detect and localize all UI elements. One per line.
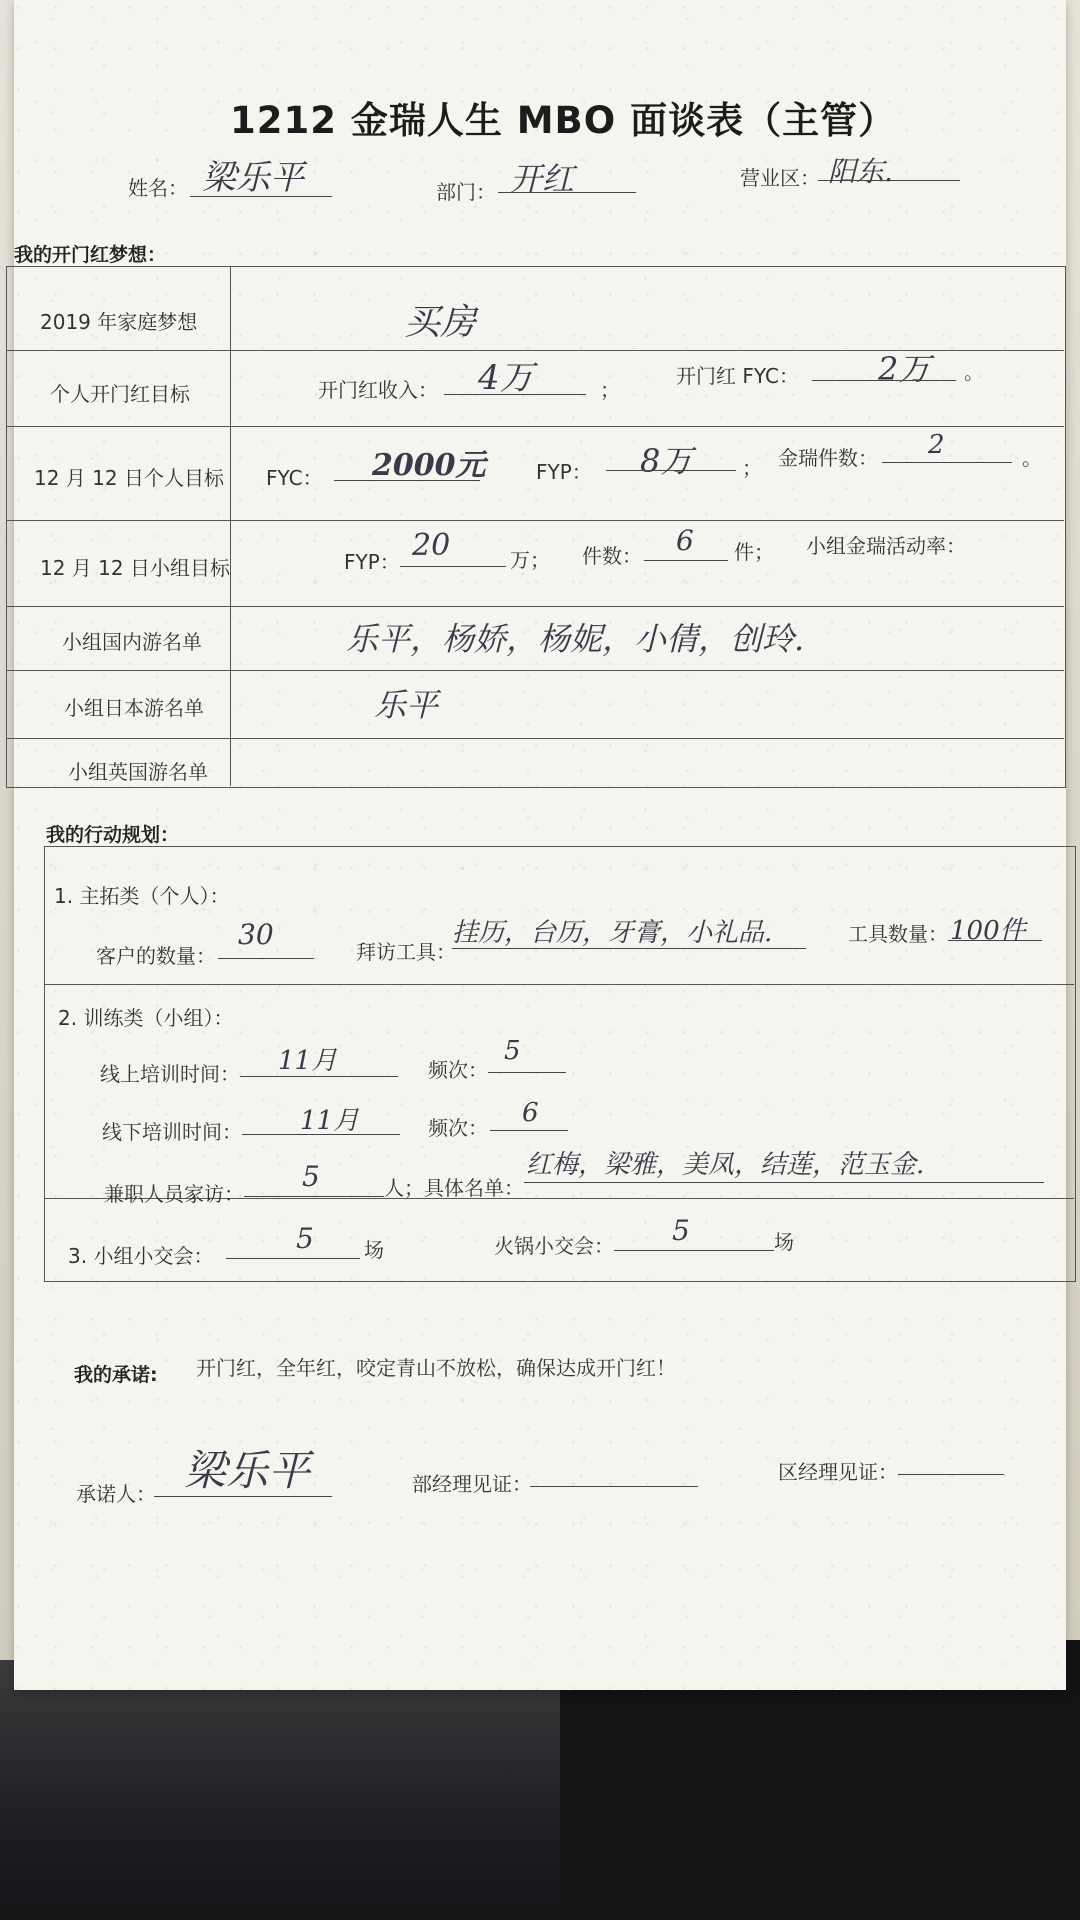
dec12-fyc-underline — [334, 480, 480, 481]
area-underline — [818, 180, 960, 181]
uk-trip-label: 小组英国游名单 — [68, 760, 208, 784]
tool-count-value: 100件 — [950, 916, 1026, 946]
dept-label: 部门： — [436, 180, 496, 204]
dept-manager-label: 部经理见证： — [412, 1472, 532, 1496]
income-underline — [444, 394, 586, 395]
dec12-group-label: 12 月 12 日小组目标 — [40, 556, 230, 580]
home-visit-label: 兼职人员家访： — [104, 1182, 244, 1206]
family-dream-value: 买房 — [404, 302, 477, 343]
hotpot-meeting-underline — [614, 1250, 774, 1251]
dark-fabric-background — [0, 1660, 1080, 1920]
dream-section-heading: 我的开门红梦想： — [14, 244, 167, 266]
area-value: 阳东. — [828, 155, 893, 188]
tool-count-label: 工具数量： — [848, 922, 948, 946]
dec12-fyc-value: 2000元 — [372, 448, 486, 483]
online-training-label: 线上培训时间： — [100, 1062, 240, 1086]
dec12-count-label: 金瑞件数： — [778, 446, 878, 470]
row-divider — [6, 520, 1064, 521]
home-visit-unit: 人；具体名单： — [384, 1176, 524, 1200]
dec12-fyp-separator: ； — [742, 456, 762, 480]
tools-underline — [452, 948, 806, 949]
action-item3-title: 3. 小组小交会： — [68, 1244, 214, 1268]
promise-text: 开门红，全年红，咬定青山不放松，确保达成开门红！ — [196, 1356, 676, 1380]
promiser-signature: 梁乐平 — [184, 1446, 311, 1495]
area-manager-underline — [898, 1474, 1004, 1475]
fyc-value: 2万 — [878, 350, 931, 388]
action-section-heading: 我的行动规划： — [46, 824, 180, 846]
customers-label: 客户的数量： — [96, 944, 216, 968]
income-label: 开门红收入： — [318, 378, 438, 402]
home-visit-value: 5 — [302, 1160, 320, 1193]
promiser-underline — [154, 1496, 332, 1497]
group-count-value: 6 — [676, 524, 694, 557]
customers-value: 30 — [238, 918, 274, 951]
online-frequency-value: 5 — [504, 1036, 521, 1066]
income-separator: ； — [600, 378, 620, 402]
family-dream-label: 2019 年家庭梦想 — [40, 310, 198, 334]
tools-label: 拜访工具： — [356, 940, 456, 964]
row-divider — [6, 426, 1064, 427]
dec12-fyc-label: FYC： — [266, 466, 323, 490]
group-fyp-underline — [400, 566, 506, 567]
hotpot-meeting-unit: 场 — [774, 1230, 794, 1254]
japan-trip-names: 乐平 — [374, 686, 439, 724]
row-divider — [6, 606, 1064, 607]
dept-manager-underline — [530, 1486, 698, 1487]
group-count-label: 件数： — [582, 544, 642, 568]
income-value: 4万 — [478, 358, 534, 398]
name-underline — [190, 196, 332, 197]
online-frequency-underline — [488, 1072, 566, 1073]
name-label: 姓名： — [128, 176, 188, 200]
fyc-underline — [812, 380, 956, 381]
group-meeting-underline — [226, 1258, 360, 1259]
dec12-fyp-label: FYP： — [536, 460, 592, 484]
row-divider — [6, 738, 1064, 739]
fyc-label: 开门红 FYC： — [676, 364, 799, 388]
group-count-unit: 件； — [734, 540, 774, 564]
customers-underline — [218, 958, 314, 959]
group-meeting-unit: 场 — [364, 1238, 384, 1262]
dec12-count-underline — [882, 462, 1012, 463]
promise-label: 我的承诺: — [74, 1364, 158, 1386]
group-meeting-value: 5 — [296, 1222, 314, 1255]
dept-underline — [498, 192, 636, 193]
dec12-fyp-underline — [606, 470, 736, 471]
offline-training-label: 线下培训时间： — [102, 1120, 242, 1144]
tools-value: 挂历，台历，牙膏，小礼品. — [452, 918, 773, 948]
tool-count-underline — [948, 940, 1042, 941]
home-visit-underline — [244, 1196, 384, 1197]
action-item1-title: 1. 主拓类（个人）： — [54, 884, 230, 908]
promiser-label: 承诺人： — [76, 1482, 156, 1506]
offline-training-value: 11月 — [300, 1106, 360, 1136]
dream-table-divider — [230, 266, 231, 786]
hotpot-meeting-value: 5 — [672, 1214, 690, 1247]
japan-trip-label: 小组日本游名单 — [64, 696, 204, 720]
action-divider — [44, 984, 1074, 985]
group-fyp-label: FYP： — [344, 550, 400, 574]
dec12-fyp-value: 8万 — [640, 442, 693, 480]
dec12-count-value: 2 — [928, 430, 945, 460]
home-visit-names: 红梅，梁雅，美凤，结莲，范玉金. — [526, 1150, 925, 1180]
form-title: 1212 金瑞人生 MBO 面谈表（主管） — [230, 99, 897, 142]
dec12-personal-label: 12 月 12 日个人目标 — [34, 466, 224, 490]
online-training-underline — [240, 1076, 398, 1077]
hotpot-meeting-label: 火锅小交会： — [494, 1234, 614, 1258]
dept-value: 开红 — [510, 160, 575, 198]
action-item2-title: 2. 训练类（小组）： — [58, 1006, 234, 1030]
online-frequency-label: 频次： — [428, 1058, 488, 1082]
area-manager-label: 区经理见证： — [778, 1460, 898, 1484]
personal-goal-label: 个人开门红目标 — [50, 382, 190, 406]
domestic-trip-names: 乐平，杨娇，杨妮，小倩，创玲. — [346, 620, 805, 658]
name-value: 梁乐平 — [202, 158, 304, 198]
row-divider — [6, 670, 1064, 671]
offline-frequency-value: 6 — [522, 1098, 539, 1128]
online-training-value: 11月 — [278, 1046, 338, 1076]
group-fyp-unit: 万； — [510, 548, 550, 572]
group-count-underline — [644, 560, 728, 561]
group-rate-label: 小组金瑞活动率： — [806, 534, 966, 558]
offline-training-underline — [242, 1134, 400, 1135]
dec12-count-end: 。 — [1022, 446, 1042, 470]
group-fyp-value: 20 — [412, 528, 451, 563]
domestic-trip-label: 小组国内游名单 — [62, 630, 202, 654]
offline-frequency-label: 频次： — [428, 1116, 488, 1140]
area-label: 营业区： — [740, 166, 820, 190]
offline-frequency-underline — [490, 1130, 568, 1131]
home-visit-names-underline — [524, 1182, 1044, 1183]
fyc-end: 。 — [964, 360, 984, 384]
